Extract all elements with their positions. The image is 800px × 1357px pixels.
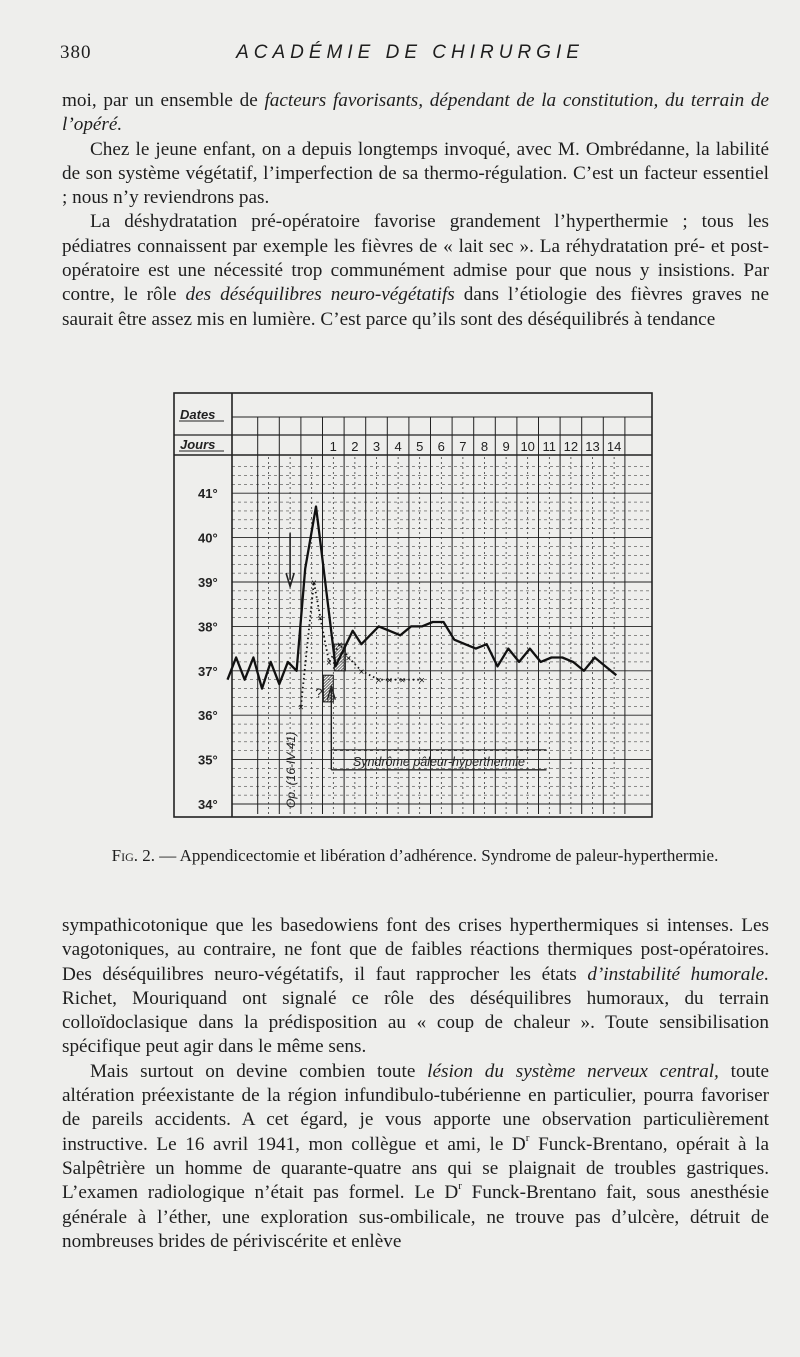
y-tick-label: 35° [198,752,218,768]
day-label: 1 [329,439,337,454]
series-point-marker: × [336,640,343,652]
day-label: 14 [606,439,622,454]
temperature-chart [172,389,658,821]
p3-text-a: La déshydratation pré-opératoire favorise grandement l’hyperthermie ; tous les pédiatres connaissent par exemple les fièvres de « lait sec ». La réhydratation pré- et post-opératoire est une nécessité trop communément admise pour que nous y insistions. Par contre, le rôle [62,211,769,306]
p1-italic: facteurs favorisants, dépendant de la constitution, du terrain de l’opéré. [62,90,769,136]
y-tick-label: 38° [198,619,218,635]
p5-text-d: Funck-Brentano, opérait à la Salpêtrière un homme de quarante-quatre ans qui se plaignait de troubles gastriques. L’examen radiologique n’était pas formel. Le D [62,1133,769,1204]
jours-label: Jours [180,437,216,452]
syndrome-label: Syndrôme pâleur-hyperthermie [352,754,525,769]
page-header [60,42,760,68]
temperature-series-solid [228,507,617,689]
p5-text-c: toute altération préexistante de la région infundibulo-tubérienne en particulier, pourra favoriser de pareils accidents. A cet égard, je vous apporte une observation particulièrement instructive. Le 16 avril 1941, mon collègue et ami, le D [62,1060,769,1155]
series-point-marker: × [297,702,304,714]
series-point-marker: × [326,657,332,669]
series-point-marker: × [317,613,324,625]
operation-label: Op. (16-IV-41) [284,731,299,808]
y-tick-label: 36° [198,708,218,724]
caption-text: — Appendicectomie et libération d’adhérence. Syndrome de paleur-hyperthermie. [155,846,719,865]
paragraph-5 [62,1060,769,1254]
day-label: 5 [416,439,424,454]
paragraph-3 [62,210,769,331]
p4-text-c: Richet, Mouriquand ont signalé ce rôle des déséquilibres humoraux, du terrain colloïdoclasique dans la prédisposition au « coup de chaleur ». Toute sensibilisation spécifique peut agir dans le même sens. [62,987,769,1058]
y-tick-label: 37° [198,663,218,679]
p5-text-e: Funck-Brentano fait, sous anesthésie générale à l’éther, une exploration sus-ombilicale, ne trouve pas d’ulcère, détruit de nombreuses brides de périviscérite et enlève [62,1182,770,1252]
body-text-bottom [62,914,769,1254]
superscript-r: r [458,1180,462,1193]
figure-caption [50,846,780,866]
p5-italic: lésion du système nerveux central, [427,1060,719,1082]
p1-text: moi, par un ensemble de [62,90,265,111]
day-label: 11 [542,439,557,454]
series-point-marker: × [358,666,365,678]
day-label: 6 [437,439,445,454]
day-label: 3 [372,439,381,454]
p3-italic: des déséquilibres neuro-végétatifs [185,284,455,306]
paragraph-1 [62,89,769,138]
body-text-top [62,89,769,332]
p5-text-a: Mais surtout on devine combien toute [90,1060,428,1082]
p3-text-c: dans l’étiologie des fièvres graves ne saurait être assez mis en lumière. C’est parce qu’ils sont des déséquilibrés à tendance [62,284,769,330]
series-point-marker: × [399,675,406,687]
y-tick-label: 41° [198,486,218,502]
series-point-marker: × [375,675,382,687]
y-tick-label: 34° [198,797,218,812]
question-mark: ? [315,685,323,701]
paragraph-4 [62,914,769,1060]
running-title: ACADÉMIE DE CHIRURGIE [236,42,584,63]
day-label: 12 [563,439,579,454]
day-label: 7 [459,439,467,454]
chart-frame [174,393,652,817]
day-label: 8 [480,439,489,454]
day-label: 4 [394,439,402,454]
y-tick-label: 40° [198,530,218,546]
caption-label: Fig. 2. [111,846,156,865]
hatch-line [323,675,329,681]
p4-text-a: sympathicotonique que les basedowiens font des crises hyperthermiques si intenses. Les vagotoniques, au contraire, ne font que de faibles réactions thermiques post-opératoires. Des déséquilibres neuro-végétatifs, il faut rapprocher les états [62,915,769,985]
day-label: 9 [502,439,510,454]
series-point-marker: × [310,578,317,589]
paragraph-2: Chez le jeune enfant, on a depuis longtemps invoqué, avec M. Ombrédanne, la labilité de son système végétatif, l’imperfection de sa thermo-régulation. C’est un facteur essentiel ; nous n’y reviendrons pas. [62,138,769,209]
day-label: 2 [351,439,359,454]
dates-label: Dates [180,407,216,422]
y-tick-label: 39° [198,575,218,590]
series-point-marker: × [345,653,352,665]
temperature-chart-figure [172,389,658,821]
page-number: 380 [60,42,92,63]
day-label: 13 [585,439,600,454]
series-point-marker: × [386,675,393,687]
p4-italic: d’instabilité humorale. [587,963,769,985]
series-point-marker: × [418,675,425,687]
day-label: 10 [520,439,535,454]
superscript-r: r [525,1131,530,1144]
